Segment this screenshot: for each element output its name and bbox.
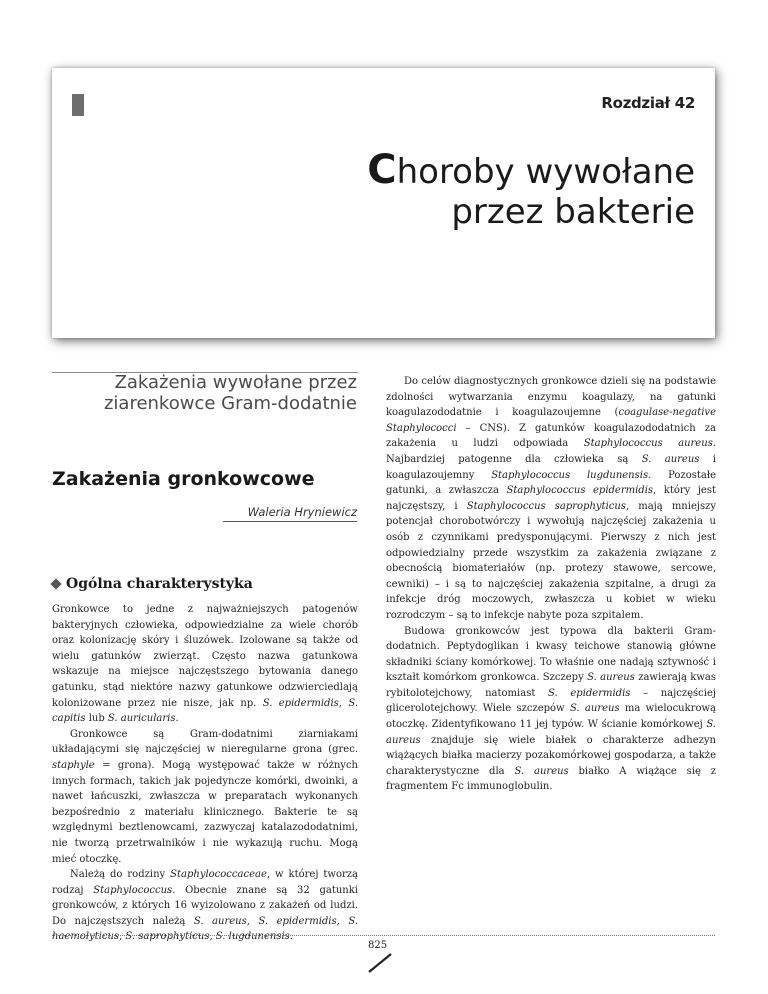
- genus-name: Staphylococcus: [93, 884, 173, 896]
- text-run: . Pozostałe gatunki, a zwłaszcza: [386, 469, 716, 497]
- species-name: S. aureus: [386, 719, 716, 746]
- left-paragraph-3: [52, 867, 358, 945]
- text-run: , mają mniejszy potencjał chorobotwórczy i wywołują najczęściej zakażenia u osób z czynnikami predysponującymi. Pierwszy z nich jest odpowiedzialny przede wszystkim za zakażenia związane z obecnością biomateriałów (np. protezy stawowe, sercowe, cewniki) – i są to najczęściej zakażenia szpitalne, a drugi za infekcje dróg moczowych, zwłaszcza u kobiet w wieku rozrodczym – są to infekcje nabyte poza szpitalem.: [386, 500, 717, 621]
- diamond-bullet-icon: [50, 578, 61, 589]
- author-name: Waleria Hryniewicz: [247, 505, 357, 519]
- text-run: lub: [85, 713, 108, 725]
- text-run: Gronkowce to jedne z najważniejszych patogenów bakteryjnych człowieka, odpowiedzialne za wiele chorób oraz kolonizację skóry i śluzówek. Izolowane są także od wielu gatunków zwierząt. Często nazwa gatunkowa wskazuje na miejsce najczęstszego bytowania danego gatunku, stąd niektóre nazwy gatunkowe odzwierciedlają kolonizowane przez nie nisze, jak np.: [52, 604, 358, 709]
- right-text-column: [386, 374, 716, 795]
- author-rule: [223, 521, 357, 522]
- term-italic: staphyle: [52, 759, 95, 771]
- species-name: S. epidermidis: [262, 697, 339, 709]
- left-paragraph-2: [52, 727, 358, 867]
- chapter-title-line2: przez bakterie: [451, 192, 695, 232]
- text-run: Do celów diagnostycznych gronkowce dzieli się na podstawie zdolności wytwarzania enzymu koagulazy, na gatunki koagulazododatnie i koagulazoujemne (: [386, 376, 716, 419]
- page-number: 825: [368, 940, 388, 951]
- left-paragraph-1: [52, 602, 358, 727]
- family-name: Staphylococcaceae: [170, 869, 267, 881]
- text-run: . Najbardziej patogenne dla człowieka są: [386, 438, 716, 465]
- chapter-title-line1: horoby wywołane: [396, 152, 695, 192]
- species-name: S. capitis: [52, 697, 359, 725]
- heading-general-characteristics: [52, 576, 253, 592]
- text-run: Gronkowce są Gram-dodatnimi ziarniakami układającymi się najczęściej w nieregularne grona (grec.: [52, 728, 358, 756]
- right-paragraph-1: [386, 374, 716, 624]
- section-title-line2: ziarenkowce Gram-dodatnie: [103, 393, 357, 414]
- species-name: S. aureus: [569, 703, 620, 715]
- species-name: Staphylococcus aureus: [583, 438, 713, 450]
- species-name: S. aureus: [587, 672, 635, 684]
- species-name: Staphylococcus epidermidis: [506, 485, 654, 497]
- species-name: Staphylococcus saprophyticus: [466, 500, 626, 512]
- chapter-marker-bar: [72, 94, 84, 116]
- species-name: Staphylococcus lugdunensis: [491, 469, 649, 481]
- text-run: . Obecnie znane są 32 gatunki gronkowców, z których 16 wyizolowano z zakażeń od ludzi. Do najczęstszych należą: [52, 884, 358, 927]
- text-run: ,: [338, 697, 349, 709]
- species-list: S. aureus, S. epidermidis, S. haemolyticus, S. saprophyticus, S. lugdunensis: [52, 915, 358, 943]
- text-run: Należą do rodziny: [70, 869, 171, 881]
- text-run: , który jest najczęstszy, i: [386, 485, 716, 512]
- term-italic: coagulase-negative Staphylococci: [386, 407, 716, 434]
- text-run: białko A wiążące się z fragmentem Fc immunoglobulin.: [386, 765, 717, 793]
- right-paragraph-2: [386, 624, 716, 796]
- text-run: znajduje się wiele białek o charakterze adhezyn wiążących białka macierzy pozakomórkowej gospodarza, a także charakterystyczne dla: [386, 734, 716, 777]
- text-run: ma wielocukrową otoczkę. Zidentyfikowano 11 jej typów. W ścianie komórkowej: [386, 703, 716, 731]
- text-run: zawierają kwas rybitolotejchowy, natomiast: [386, 672, 716, 699]
- text-run: i koagulazoujemny: [386, 453, 716, 481]
- chapter-title: [367, 147, 695, 232]
- chapter-header-box: [52, 68, 715, 338]
- species-name: S. epidermidis: [548, 687, 631, 699]
- footer-dotted-rule: [52, 935, 715, 936]
- text-run: .: [175, 713, 179, 725]
- species-name: S. aureus: [641, 453, 700, 465]
- text-run: = grona). Mogą występować także w różnych innych formach, takich jak pojedyncze komórki, dwoinki, a nawet łańcuszki, zwłaszcza w preparatach wykonanych bezpośrednio z materiału klinicznego. Bakterie te są względnymi beztlenowcami, zazwyczaj katalazododatnimi, nie tworzą przetrwalników i nie wykazują ruchu. Mogą mieć otoczkę.: [52, 759, 358, 865]
- text-run: – CNS). Z gatunków koagulazododatnich za zakażenia u ludzi odpowiada: [386, 422, 716, 450]
- page-number-slash-icon: [367, 952, 393, 974]
- chapter-title-dropcap: C: [367, 147, 397, 193]
- chapter-number: Rozdział 42: [601, 94, 695, 112]
- species-name: S. aureus: [514, 765, 569, 777]
- text-run: , w której tworzą rodzaj: [52, 869, 359, 896]
- section-title: [52, 372, 357, 414]
- left-text-column: [52, 602, 358, 945]
- text-run: Budowa gronkowców jest typowa dla bakterii Gram-dodatnich. Peptydoglikan i kwasy teichowe stanowią główne składniki ściany komórkowej. To właśnie one nadają sztywność i kształt komórkom gronkowca. Szczepy: [386, 625, 716, 684]
- subsection-title: Zakażenia gronkowcowe: [52, 468, 315, 490]
- section-title-line1: Zakażenia wywołane przez: [114, 372, 357, 393]
- text-run: – najczęściej glicerolotejchowy. Wiele szczepów: [386, 687, 716, 715]
- species-name: S. auricularis: [107, 713, 176, 725]
- text-run: .: [289, 931, 293, 943]
- heading-text: Ogólna charakterystyka: [66, 576, 253, 592]
